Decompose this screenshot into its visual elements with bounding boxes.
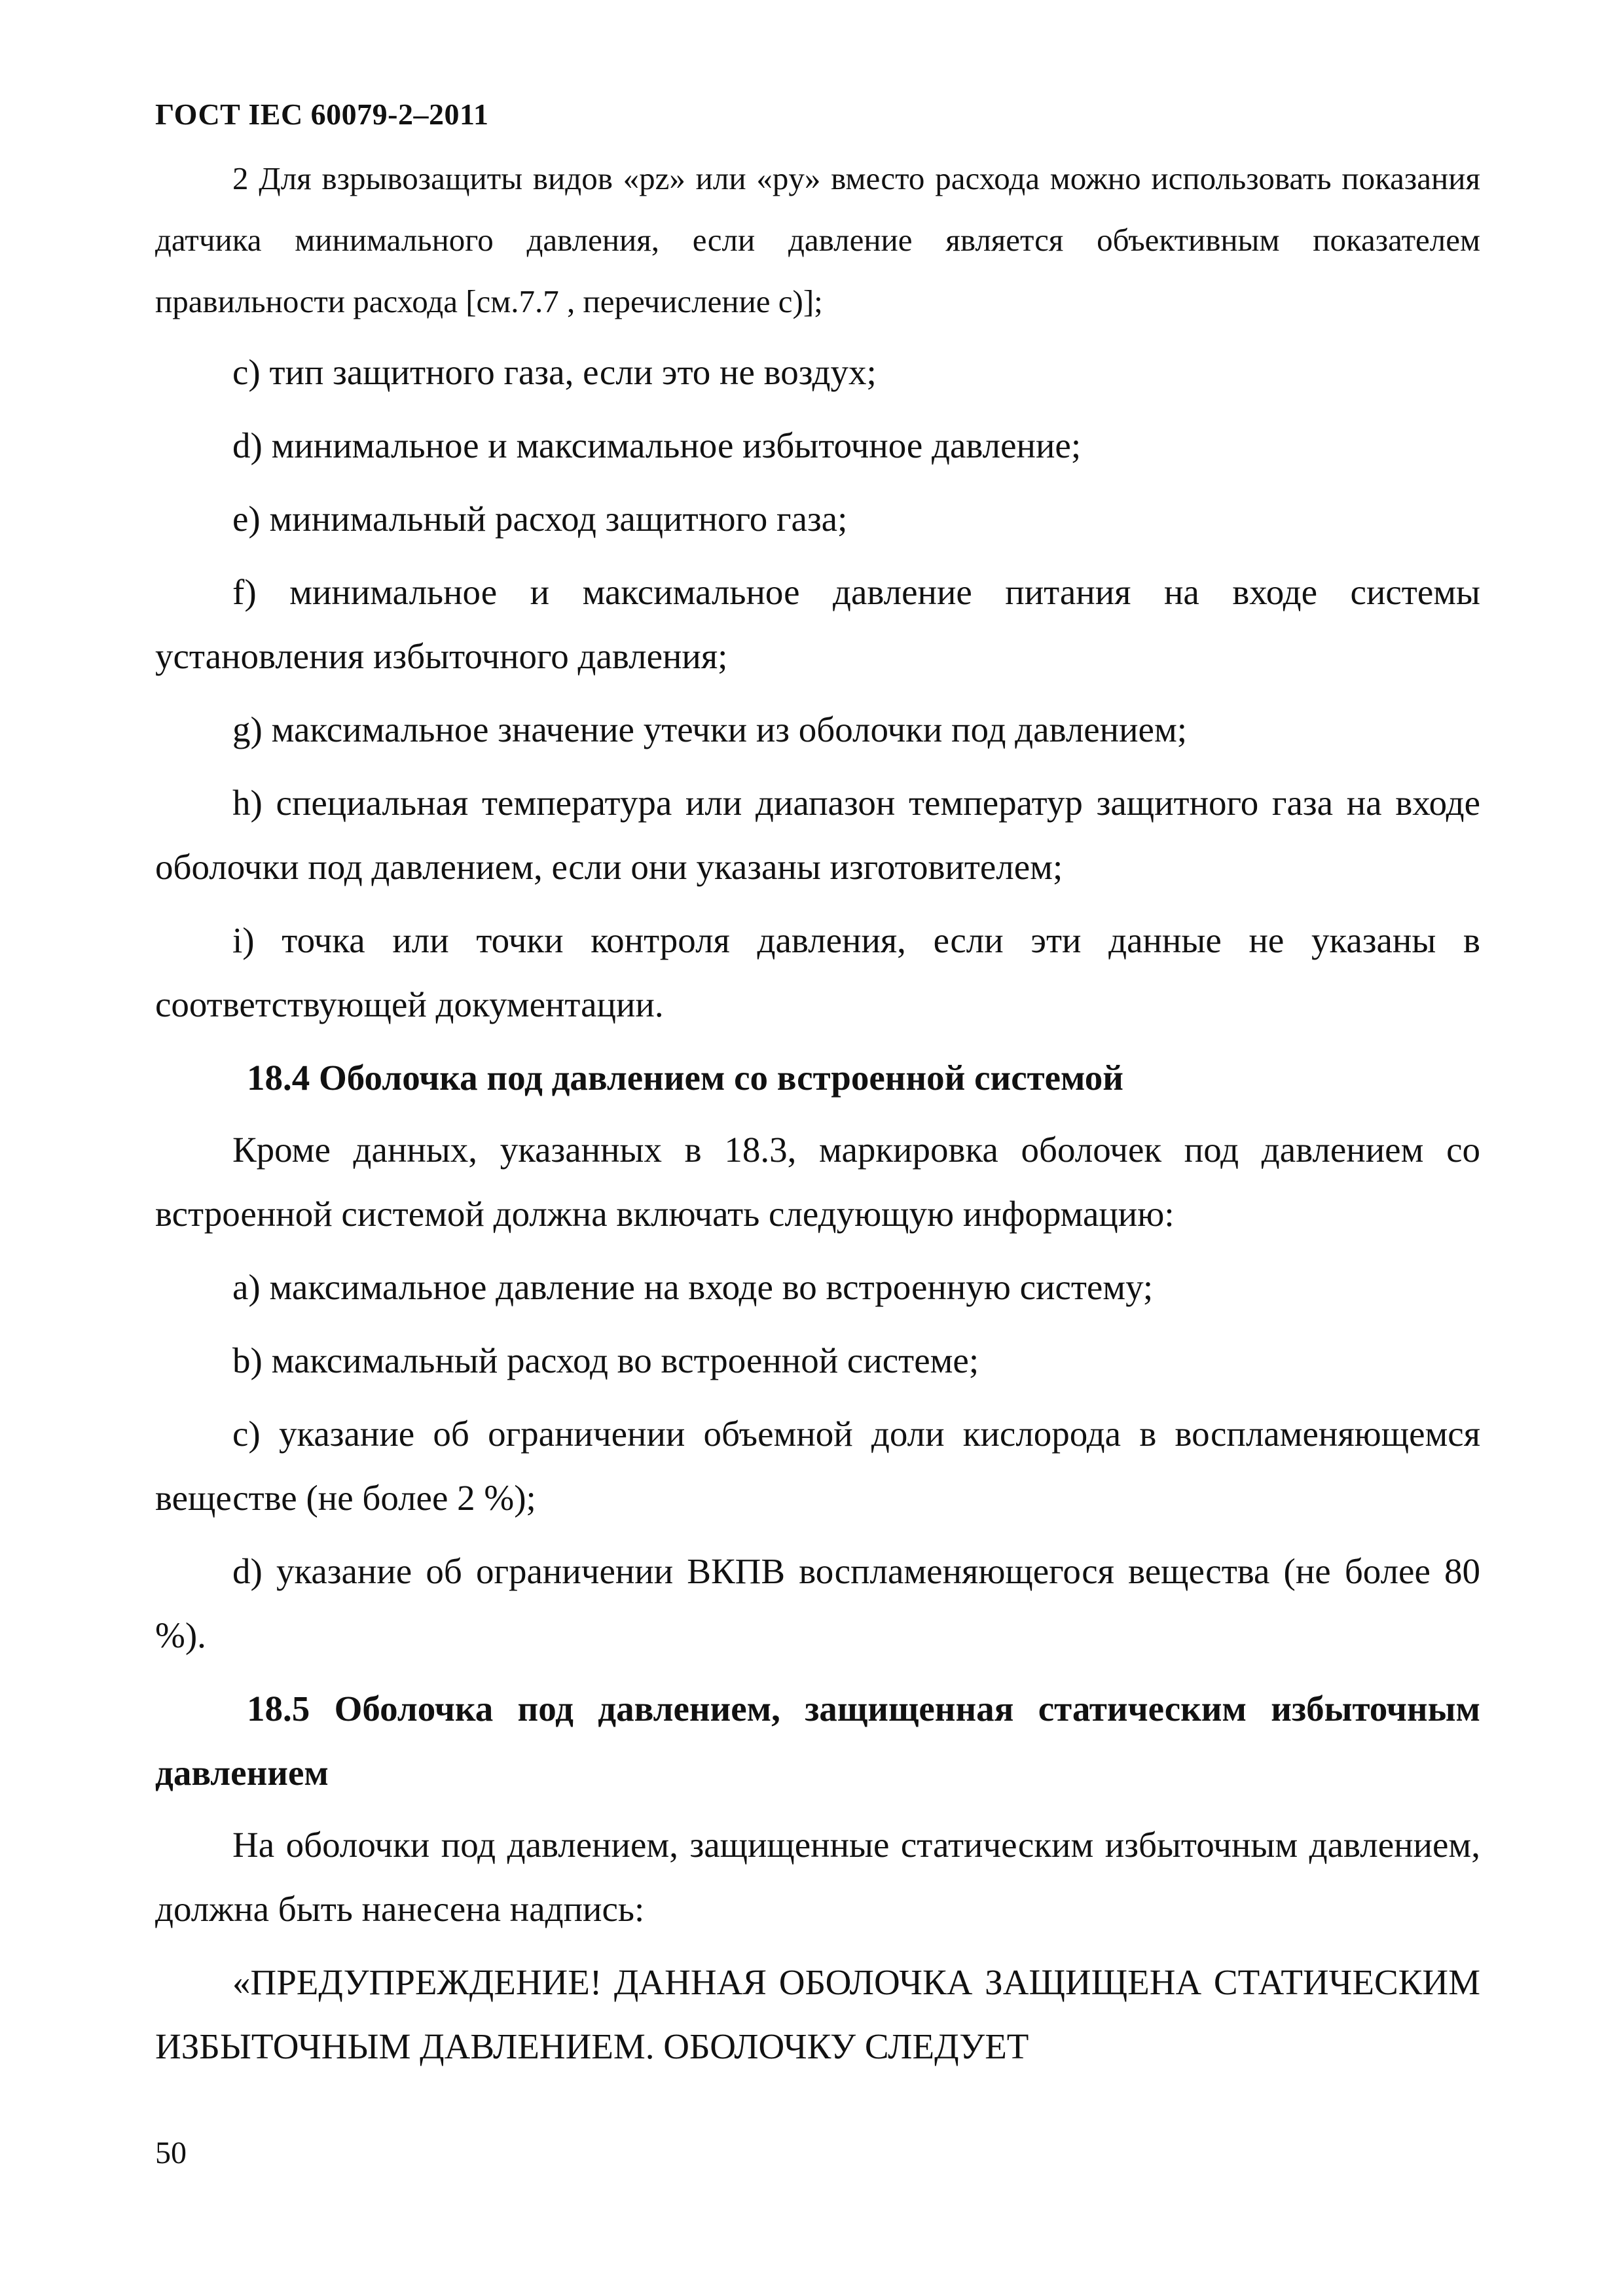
list-item-e: e) минимальный расход защитного газа; bbox=[232, 499, 848, 539]
document-body bbox=[155, 148, 1480, 2088]
list-item-i: i) точка или точки контроля давления, если эти данные не указаны в соответствующей документации. bbox=[155, 920, 1480, 1024]
list-item-h: h) специальная температура или диапазон температур защитного газа на входе оболочки под давлением, если они указаны изготовителем; bbox=[155, 783, 1480, 887]
list-item-c: с) тип защитного газа, если это не воздух; bbox=[232, 352, 877, 392]
list-item-b: b) максимальный расход во встроенной системе; bbox=[232, 1340, 979, 1380]
list-item-d: d) минимальное и максимальное избыточное давление; bbox=[232, 425, 1082, 465]
section-18-5-intro: На оболочки под давлением, защищенные статическим избыточным давлением, должна быть нанесена надпись: bbox=[155, 1825, 1480, 1929]
page-number: 50 bbox=[155, 2136, 187, 2170]
section-heading-18-4: 18.4 Оболочка под давлением со встроенной системой bbox=[247, 1058, 1123, 1098]
list-item-g: g) максимальное значение утечки из оболочки под давлением; bbox=[232, 709, 1188, 749]
list-item-d-lfl: d) указание об ограничении ВКПВ воспламеняющегося вещества (не более 80 %). bbox=[155, 1551, 1480, 1655]
section-heading-18-5: 18.5 Оболочка под давлением, защищенная статическим избыточным давлением bbox=[155, 1689, 1480, 1793]
standard-header: ГОСТ IEC 60079-2–2011 bbox=[155, 98, 489, 131]
section-18-4-intro: Кроме данных, указанных в 18.3, маркировка оболочек под давлением со встроенной системой должна включать следующую информацию: bbox=[155, 1130, 1480, 1234]
list-item-f: f) минимальное и максимальное давление питания на входе системы установления избыточного давления; bbox=[155, 572, 1480, 676]
list-item-c-oxygen: c) указание об ограничении объемной доли кислорода в воспламеняющемся веществе (не более 2 %); bbox=[155, 1414, 1480, 1518]
list-item-a: a) максимальное давление на входе во встроенную систему; bbox=[232, 1267, 1154, 1307]
note-paragraph: 2 Для взрывозащиты видов «pz» или «py» вместо расхода можно использовать показания датчика минимального давления, если давление является объективным показателем правильности расхода [см.7.7 , перечисление с)]; bbox=[155, 160, 1480, 319]
warning-text: «ПРЕДУПРЕЖДЕНИЕ! ДАННАЯ ОБОЛОЧКА ЗАЩИЩЕНА СТАТИЧЕСКИМ ИЗБЫТОЧНЫМ ДАВЛЕНИЕМ. ОБОЛОЧКУ СЛЕДУЕТ bbox=[155, 1962, 1480, 2066]
